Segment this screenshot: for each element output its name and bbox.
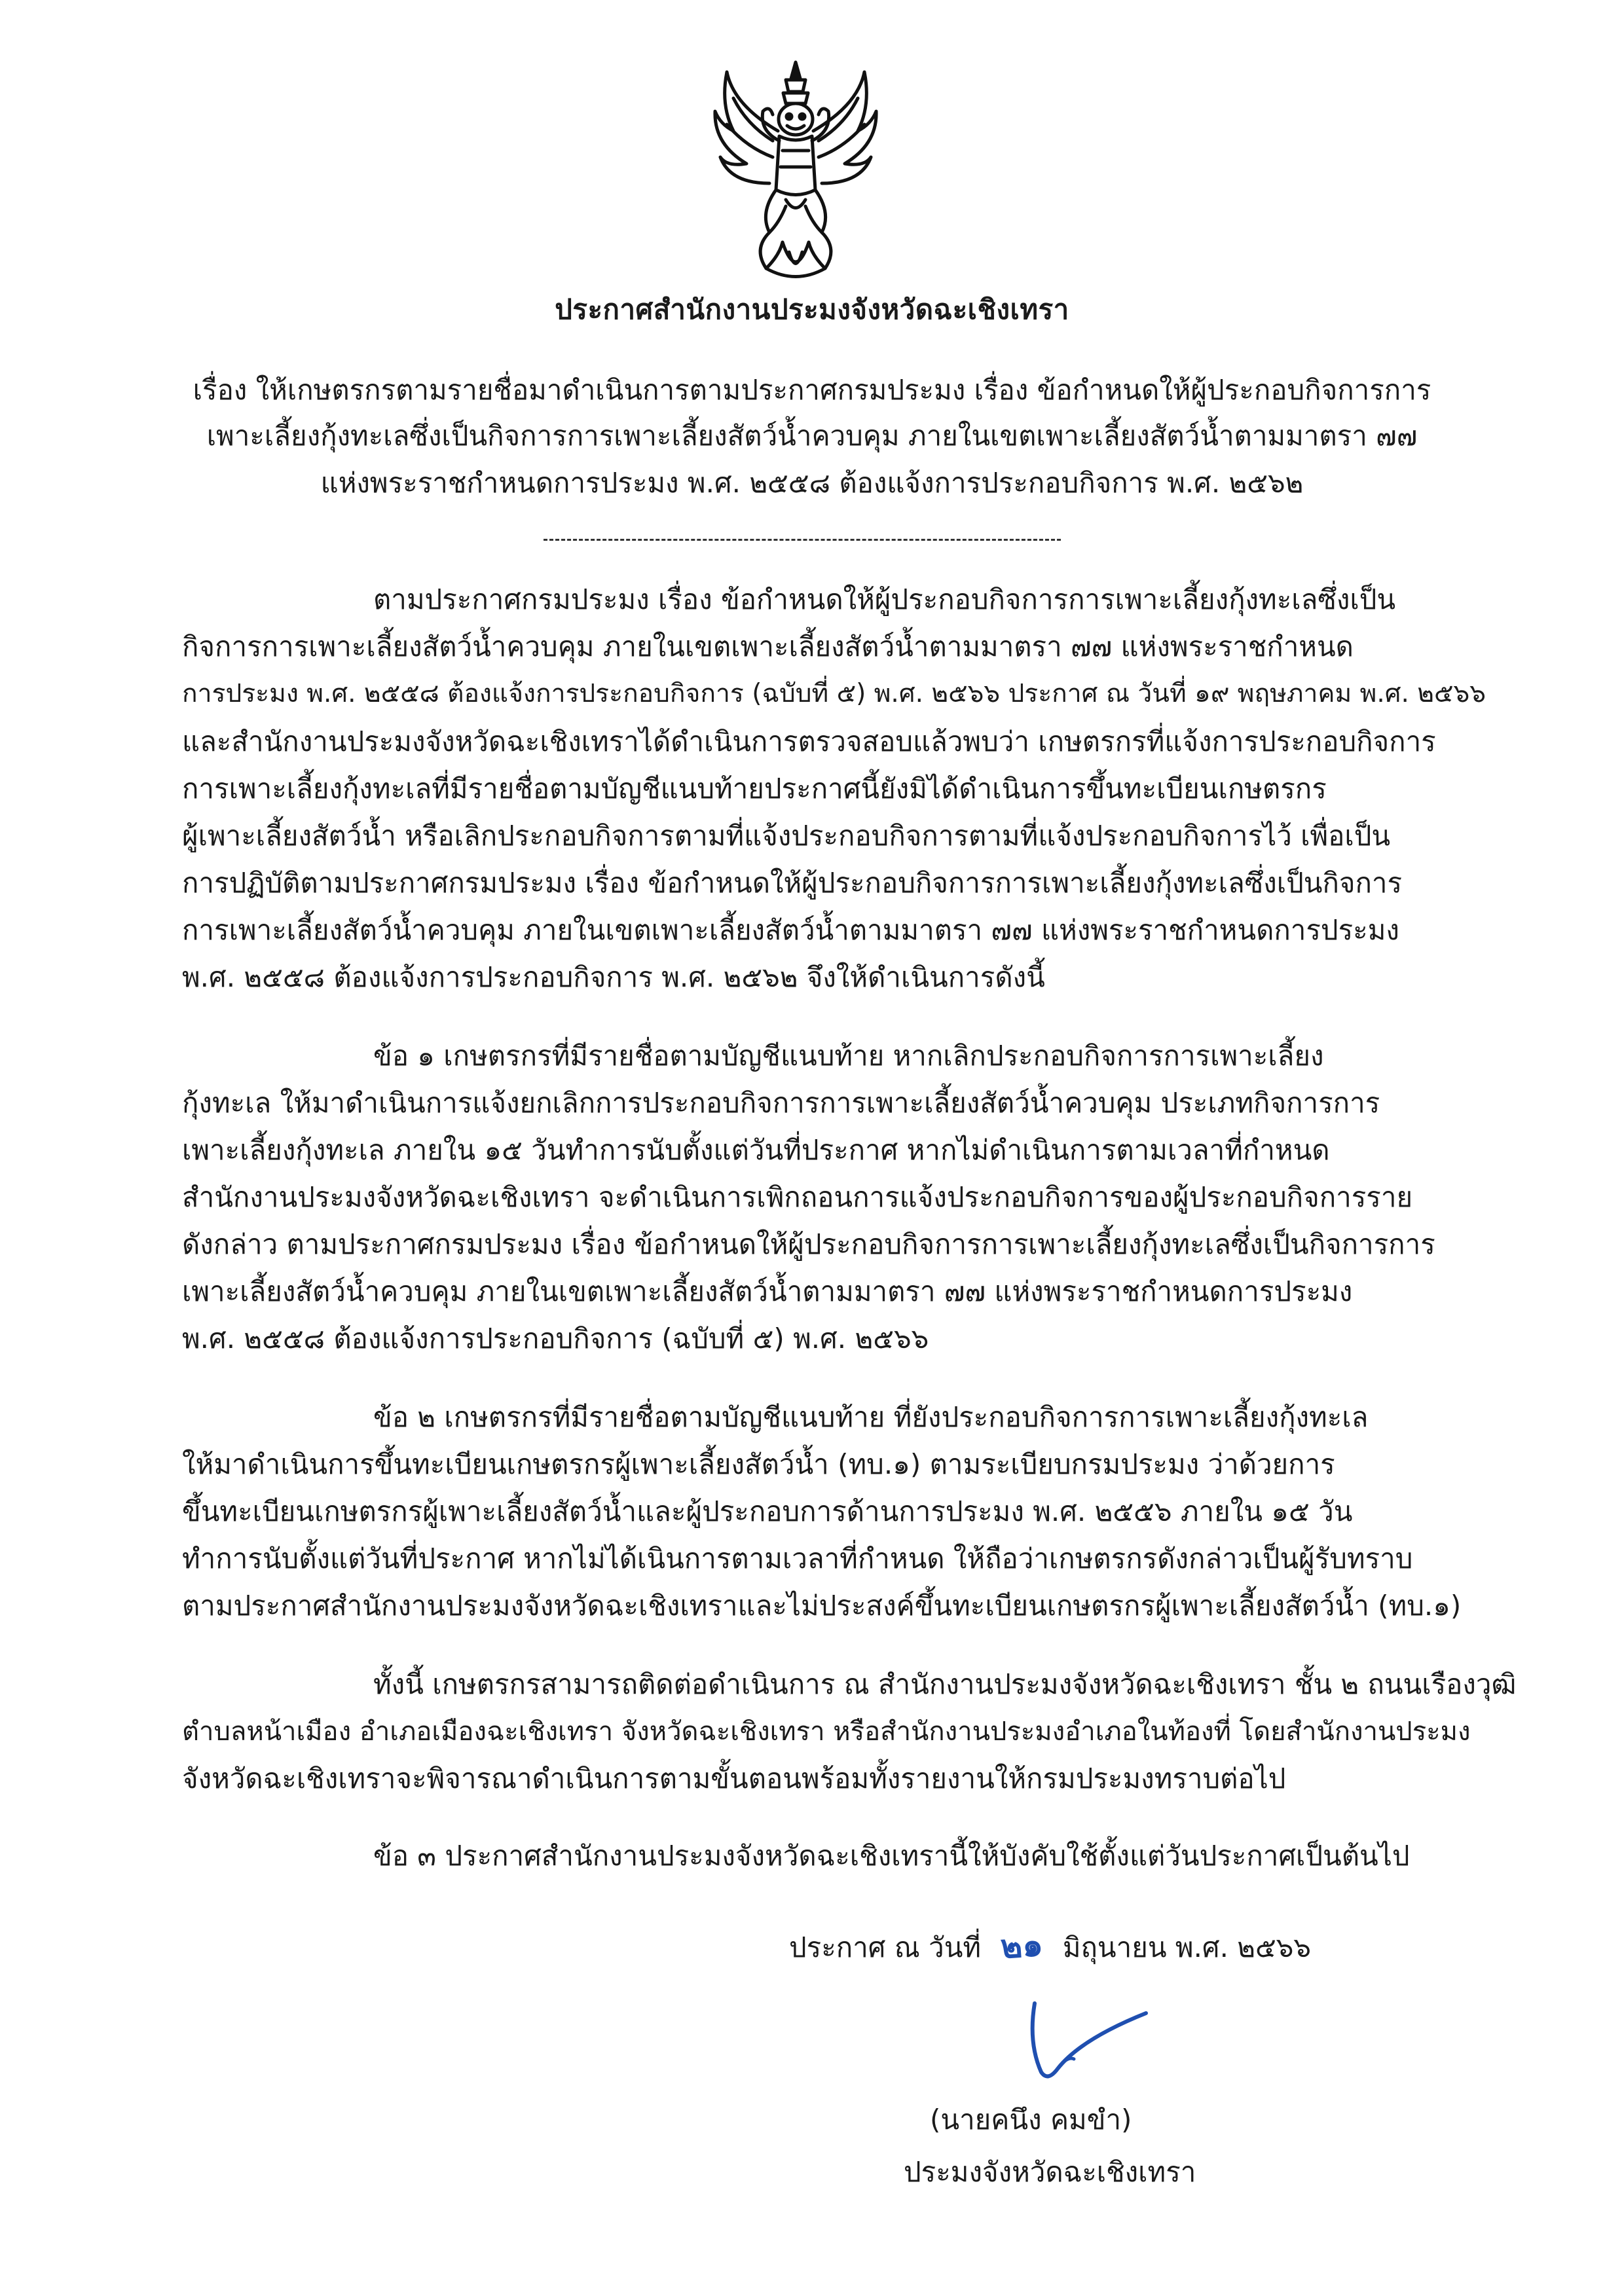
body-line: ตำบลหน้าเมือง อำเภอเมืองฉะเชิงเทรา จังหวัดฉะเชิงเทรา หรือสำนักงานประมงอำเภอในท้องที่ โดยสำนักงานประมง [182, 1717, 1471, 1747]
body-line: การประมง พ.ศ. ๒๕๕๘ ต้องแจ้งการประกอบกิจการ (ฉบับที่ ๕) พ.ศ. ๒๕๖๖ ประกาศ ณ วันที่ ๑๙ พฤษภาคม พ.ศ. ๒๕๖๖ [182, 679, 1486, 708]
body-line: และสำนักงานประมงจังหวัดฉะเชิงเทราได้ดำเนินการตรวจสอบแล้วพบว่า เกษตรกรที่แจ้งการประกอบกิจการ [182, 725, 1436, 757]
date-day-handwritten: ๒๑ [999, 1925, 1044, 1967]
body-line: การเพาะเลี้ยงกุ้งทะเลที่มีรายชื่อตามบัญชีแนบท้ายประกาศนี้ยังมิได้ดำเนินการขึ้นทะเบียนเกษตรกร [182, 773, 1327, 805]
body-line: ขึ้นทะเบียนเกษตรกรผู้เพาะเลี้ยงสัตว์น้ำและผู้ประกอบการด้านการประมง พ.ศ. ๒๕๕๖ ภายใน ๑๕ วัน [182, 1495, 1353, 1527]
body-line: เพาะเลี้ยงสัตว์น้ำควบคุม ภายในเขตเพาะเลี้ยงสัตว์น้ำตามมาตรา ๗๗ แห่งพระราชกำหนดการประมง [182, 1275, 1353, 1307]
body-line: ดังกล่าว ตามประกาศกรมประมง เรื่อง ข้อกำหนดให้ผู้ประกอบกิจการการเพาะเลี้ยงกุ้งทะเลซึ่งเป็นกิจการการ [182, 1228, 1435, 1260]
body-line: ตามประกาศกรมประมง เรื่อง ข้อกำหนดให้ผู้ประกอบกิจการการเพาะเลี้ยงกุ้งทะเลซึ่งเป็น [373, 583, 1396, 615]
body-line: เพาะเลี้ยงกุ้งทะเล ภายใน ๑๕ วันทำการนับตั้งแต่วันที่ประกาศ หากไม่ดำเนินการตามเวลาที่กำหนด [182, 1134, 1330, 1166]
body-line: กิจการการเพาะเลี้ยงสัตว์น้ำควบคุม ภายในเขตเพาะเลี้ยงสัตว์น้ำตามมาตรา ๗๗ แห่งพระราชกำหนด [182, 630, 1354, 663]
body-line: กุ้งทะเล ให้มาดำเนินการแจ้งยกเลิกการประกอบกิจการการเพาะเลี้ยงสัตว์น้ำควบคุม ประเภทกิจการการ [182, 1087, 1380, 1119]
body-line: การเพาะเลี้ยงสัตว์น้ำควบคุม ภายในเขตเพาะเลี้ยงสัตว์น้ำตามมาตรา ๗๗ แห่งพระราชกำหนดการประมง [182, 914, 1399, 946]
body-line: ข้อ ๒ เกษตรกรที่มีรายชื่อตามบัญชีแนบท้าย ที่ยังประกอบกิจการการเพาะเลี้ยงกุ้งทะเล [373, 1401, 1369, 1433]
body-line: การปฏิบัติตามประกาศกรมประมง เรื่อง ข้อกำหนดให้ผู้ประกอบกิจการการเพาะเลี้ยงกุ้งทะเลซึ่งเป็นกิจการ [182, 867, 1403, 899]
signer-position: ประมงจังหวัดฉะเชิงเทรา [904, 2156, 1196, 2188]
body-line: สำนักงานประมงจังหวัดฉะเชิงเทรา จะดำเนินการเพิกถอนการแจ้งประกอบกิจการของผู้ประกอบกิจการราย [182, 1181, 1413, 1213]
signer-name: (นายคนึง คมขำ) [930, 2104, 1132, 2136]
body-line: พ.ศ. ๒๕๕๘ ต้องแจ้งการประกอบกิจการ (ฉบับที่ ๕) พ.ศ. ๒๕๖๖ [182, 1322, 929, 1355]
body-line: จังหวัดฉะเชิงเทราจะพิจารณาดำเนินการตามขั้นตอนพร้อมทั้งรายงานให้กรมประมงทราบต่อไป [182, 1762, 1286, 1795]
body-line: ทั้งนี้ เกษตรกรสามารถติดต่อดำเนินการ ณ สำนักงานประมงจังหวัดฉะเชิงเทรา ชั้น ๒ ถนนเรืองวุฒิ [373, 1668, 1517, 1700]
body-line: ตามประกาศสำนักงานประมงจังหวัดฉะเชิงเทราและไม่ประสงค์ขึ้นทะเบียนเกษตรกรผู้เพาะเลี้ยงสัตว์น้ำ (ทบ.๑) [182, 1590, 1462, 1622]
body-line: พ.ศ. ๒๕๕๘ ต้องแจ้งการประกอบกิจการ พ.ศ. ๒๕๖๒ จึงให้ดำเนินการดังนี้ [182, 961, 1045, 993]
body-line: ข้อ ๓ ประกาศสำนักงานประมงจังหวัดฉะเชิงเทรานี้ให้บังคับใช้ตั้งแต่วันประกาศเป็นต้นไป [373, 1840, 1410, 1872]
announcement-date [789, 1920, 1311, 1972]
subject-line: เรื่อง ให้เกษตรกรตามรายชื่อมาดำเนินการตามประกาศกรมประมง เรื่อง ข้อกำหนดให้ผู้ประกอบกิจการการ [193, 374, 1431, 406]
page-title: ประกาศสำนักงานประมงจังหวัดฉะเชิงเทรา [555, 293, 1069, 325]
body-line: ข้อ ๑ เกษตรกรที่มีรายชื่อตามบัญชีแนบท้าย หากเลิกประกอบกิจการการเพาะเลี้ยง [373, 1040, 1324, 1072]
date-prefix: ประกาศ ณ วันที่ [789, 1931, 982, 1963]
body-line: ผู้เพาะเลี้ยงสัตว์น้ำ หรือเลิกประกอบกิจการตามที่แจ้งประกอบกิจการตามที่แจ้งประกอบกิจการไว้ เพื่อเป็น [182, 820, 1391, 852]
date-suffix: มิถุนายน พ.ศ. ๒๕๖๖ [1062, 1931, 1312, 1963]
body-line: ทำการนับตั้งแต่วันที่ประกาศ หากไม่ได้เนินการตามเวลาที่กำหนด ให้ถือว่าเกษตรกรดังกล่าวเป็นผู้รับทราบ [182, 1542, 1413, 1575]
body-line: ให้มาดำเนินการขึ้นทะเบียนเกษตรกรผู้เพาะเลี้ยงสัตว์น้ำ (ทบ.๑) ตามระเบียบกรมประมง ว่าด้วยการ [182, 1448, 1335, 1480]
subject-line: เพาะเลี้ยงกุ้งทะเลซึ่งเป็นกิจการการเพาะเลี้ยงสัตว์น้ำควบคุม ภายในเขตเพาะเลี้ยงสัตว์น้ำตามมาตรา ๗๗ [206, 420, 1418, 452]
handwritten-signature-icon [995, 1977, 1166, 2088]
subject-line: แห่งพระราชกำหนดการประมง พ.ศ. ๒๕๕๘ ต้องแจ้งการประกอบกิจการ พ.ศ. ๒๕๖๒ [320, 467, 1304, 499]
divider-line [544, 539, 1061, 541]
garuda-emblem-icon [707, 59, 884, 288]
